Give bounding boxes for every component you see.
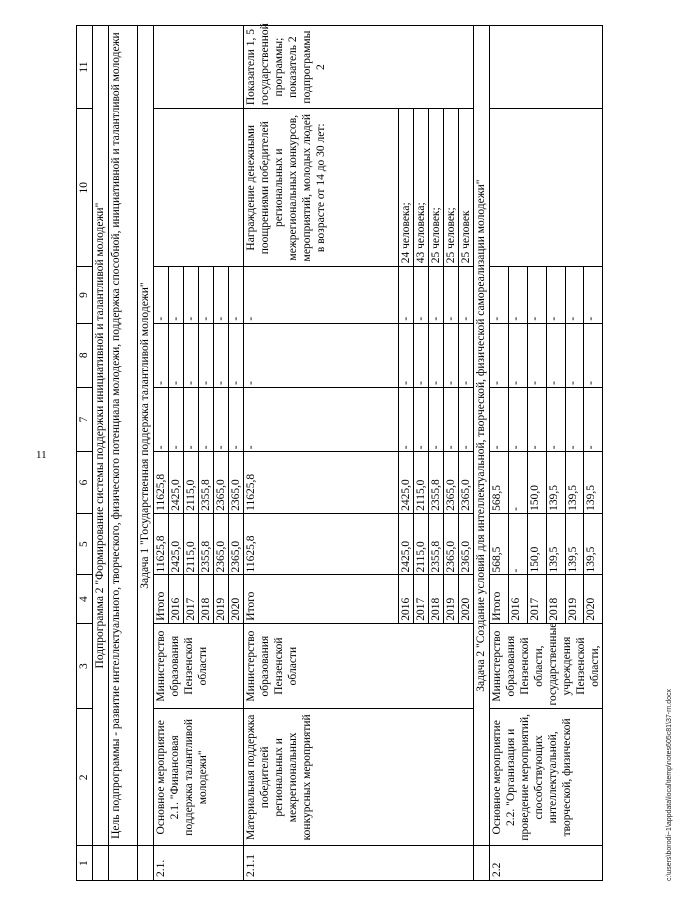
year-cell: 2020 — [459, 575, 474, 623]
amount-cell: - — [527, 387, 546, 451]
amount-cell: 2365,0 — [229, 452, 244, 514]
amount-cell: - — [444, 323, 459, 387]
amount-cell: 2365,0 — [459, 513, 474, 575]
year-cell: 2017 — [527, 575, 546, 623]
amount-cell: 2115,0 — [414, 513, 429, 575]
amount-cell: - — [184, 387, 199, 451]
amount-cell: - — [214, 387, 229, 451]
col-number: 7 — [77, 387, 93, 451]
amount-cell: 2365,0 — [214, 513, 229, 575]
amount-cell: 2425,0 — [169, 452, 184, 514]
col-number: 11 — [77, 26, 93, 109]
amount-cell: 139,5 — [565, 513, 584, 575]
amount-cell: 2365,0 — [444, 513, 459, 575]
year-cell: 2016 — [509, 575, 528, 623]
amount-cell: - — [546, 323, 565, 387]
rotated-page — [42, 0, 682, 905]
amount-cell: 2115,0 — [184, 513, 199, 575]
col-number: 8 — [77, 323, 93, 387]
people-count: 24 человека; — [399, 109, 414, 267]
col-number: 4 — [77, 575, 93, 623]
amount-cell: 139,5 — [546, 452, 565, 514]
row-number: 2.2 — [490, 846, 603, 881]
activity-name: Материальная поддержка победителей региональных и межрегиональных конкурсных мероприятий — [244, 709, 474, 846]
col-number: 3 — [77, 623, 93, 709]
amount-cell: - — [565, 323, 584, 387]
amount-cell: 2365,0 — [229, 513, 244, 575]
col-number: 6 — [77, 452, 93, 514]
amount-cell: - — [154, 267, 169, 323]
year-cell: Итого — [490, 575, 509, 623]
amount-cell: - — [154, 323, 169, 387]
amount-cell: - — [459, 323, 474, 387]
amount-cell: - — [399, 387, 414, 451]
amount-cell: - — [199, 387, 214, 451]
amount-cell: - — [414, 267, 429, 323]
amount-cell: - — [584, 267, 603, 323]
amount-cell: - — [229, 267, 244, 323]
year-cell: Итого — [154, 575, 169, 623]
amount-cell: - — [459, 267, 474, 323]
year-cell: 2018 — [546, 575, 565, 623]
amount-cell: 11625,8 — [244, 452, 399, 514]
amount-cell: - — [527, 323, 546, 387]
amount-cell: 139,5 — [546, 513, 565, 575]
amount-cell: - — [214, 267, 229, 323]
file-path-footer: c:\users\borodi~1\appdata\local\temp\notes605c81\37-rn.docx — [666, 688, 673, 881]
activity-name: Основное мероприятие 2.1. "Финансовая поддержка талантливой молодежи" — [154, 709, 244, 846]
people-count: 25 человек; — [444, 109, 459, 267]
year-cell: 2016 — [169, 575, 184, 623]
row-number: 2.1.1 — [244, 846, 474, 881]
subprogram-goal: Цель подпрограммы - развитие интеллектуального, творческого, физического потенциала молодежи, поддержка способной, инициативной и талантливой молодежи — [109, 26, 138, 846]
amount-cell: - — [429, 323, 444, 387]
result-description: Награждение денежными поощрениями победителей региональных и межрегиональных конкурсов, мероприятий, молодых людей в возрасте от 14 до 30 лет: — [244, 109, 399, 267]
people-count: 25 человек — [459, 109, 474, 267]
amount-cell: 139,5 — [584, 513, 603, 575]
amount-cell: - — [459, 387, 474, 451]
col-number: 9 — [77, 267, 93, 323]
people-count: 43 человека; — [414, 109, 429, 267]
year-cell: 2018 — [199, 575, 214, 623]
executor: Министерство образования Пензенской области, государственные учреждения Пензенской области, — [490, 623, 603, 709]
amount-cell: 2365,0 — [444, 452, 459, 514]
col-number: 5 — [77, 513, 93, 575]
amount-cell: - — [429, 387, 444, 451]
amount-cell: - — [490, 387, 509, 451]
amount-cell: - — [546, 387, 565, 451]
amount-cell: 2355,8 — [429, 513, 444, 575]
year-cell: 2019 — [444, 575, 459, 623]
amount-cell: 2365,0 — [214, 452, 229, 514]
amount-cell: - — [169, 387, 184, 451]
amount-cell: - — [229, 387, 244, 451]
amount-cell: - — [509, 452, 528, 514]
amount-cell: - — [490, 323, 509, 387]
program-table — [76, 25, 603, 881]
amount-cell: - — [490, 267, 509, 323]
amount-cell: - — [244, 267, 399, 323]
amount-cell: - — [509, 387, 528, 451]
task-2-title: Задача 2 "Создание условий для интеллектуальной, творческой, физической самореализации молодежи" — [474, 26, 490, 846]
amount-cell: - — [527, 267, 546, 323]
amount-cell: 2355,8 — [429, 452, 444, 514]
amount-cell: 2115,0 — [184, 452, 199, 514]
amount-cell: - — [169, 267, 184, 323]
amount-cell: - — [244, 323, 399, 387]
year-cell: 2020 — [229, 575, 244, 623]
activity-name: Основное мероприятие 2.2. "Организация и проведение мероприятий, способствующих интеллектуальной, творческой, физической — [490, 709, 603, 846]
page-number: 11 — [36, 449, 47, 461]
amount-cell: 568,5 — [490, 513, 509, 575]
col-number: 10 — [77, 109, 93, 267]
amount-cell: - — [414, 323, 429, 387]
amount-cell: 11625,8 — [154, 513, 169, 575]
executor: Министерство образования Пензенской области — [244, 623, 474, 709]
executor: Министерство образования Пензенской области — [154, 623, 244, 709]
amount-cell: - — [154, 387, 169, 451]
year-cell: 2017 — [414, 575, 429, 623]
col-number: 1 — [77, 846, 93, 881]
amount-cell: - — [584, 323, 603, 387]
amount-cell: - — [399, 323, 414, 387]
people-count: 25 человек; — [429, 109, 444, 267]
amount-cell: - — [565, 387, 584, 451]
year-cell: 2019 — [214, 575, 229, 623]
amount-cell: 2425,0 — [169, 513, 184, 575]
amount-cell: - — [229, 323, 244, 387]
amount-cell: 2425,0 — [399, 513, 414, 575]
amount-cell: 11625,8 — [154, 452, 169, 514]
amount-cell: - — [429, 267, 444, 323]
amount-cell: - — [199, 267, 214, 323]
indicators: Показатели 1, 5 государственной программы; показатель 2 подпрограммы 2 — [244, 26, 474, 109]
amount-cell: - — [184, 323, 199, 387]
amount-cell: 2355,8 — [199, 452, 214, 514]
year-cell: Итого — [244, 575, 399, 623]
amount-cell: 139,5 — [565, 452, 584, 514]
year-cell: 2020 — [584, 575, 603, 623]
amount-cell: - — [546, 267, 565, 323]
amount-cell: - — [565, 267, 584, 323]
amount-cell: 2355,8 — [199, 513, 214, 575]
amount-cell: - — [169, 323, 184, 387]
amount-cell: 2425,0 — [399, 452, 414, 514]
year-cell: 2019 — [565, 575, 584, 623]
amount-cell: - — [444, 267, 459, 323]
amount-cell: 139,5 — [584, 452, 603, 514]
amount-cell: 2115,0 — [414, 452, 429, 514]
amount-cell: - — [414, 387, 429, 451]
row-number: 2.1. — [154, 846, 244, 881]
year-cell: 2018 — [429, 575, 444, 623]
amount-cell: 11625,8 — [244, 513, 399, 575]
amount-cell: 150,0 — [527, 452, 546, 514]
amount-cell: - — [399, 267, 414, 323]
amount-cell: - — [584, 387, 603, 451]
subprogram-title: Подпрограмма 2 "Формирование системы поддержки инициативной и талантливой молодежи" — [93, 26, 109, 846]
amount-cell: 568,5 — [490, 452, 509, 514]
amount-cell: - — [509, 323, 528, 387]
amount-cell: - — [184, 267, 199, 323]
amount-cell: 2365,0 — [459, 452, 474, 514]
task-1-title: Задача 1 "Государственная поддержка талантливой молодежи" — [138, 26, 154, 846]
amount-cell: - — [244, 387, 399, 451]
amount-cell: - — [214, 323, 229, 387]
amount-cell: - — [509, 513, 528, 575]
col-number: 2 — [77, 709, 93, 846]
amount-cell: - — [509, 267, 528, 323]
amount-cell: - — [444, 387, 459, 451]
year-cell: 2017 — [184, 575, 199, 623]
year-cell: 2016 — [399, 575, 414, 623]
amount-cell: - — [199, 323, 214, 387]
column-number-row — [77, 26, 93, 881]
amount-cell: 150,0 — [527, 513, 546, 575]
